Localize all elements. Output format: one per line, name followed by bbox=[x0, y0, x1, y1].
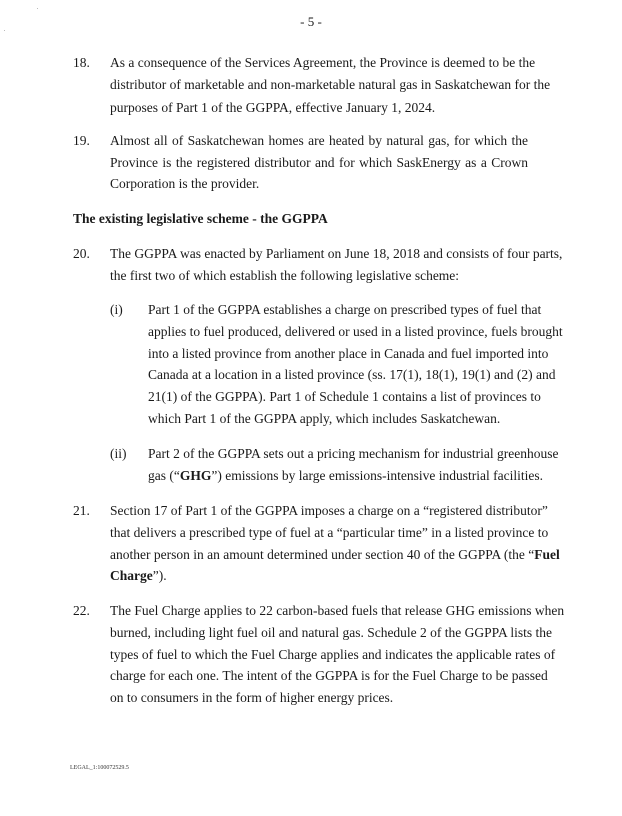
paragraph-line: types of fuel to which the Fuel Charge applies and indicates the applicable rates of bbox=[110, 647, 556, 662]
paragraph-line: purposes of Part 1 of the GGPPA, effective January 1, 2024. bbox=[110, 100, 436, 115]
subitem-line: Canada at a location in a listed province (ss. 17(1), 18(1), 19(1) and (2) and bbox=[148, 367, 556, 382]
paragraph-line: As a consequence of the Services Agreement, the Province is deemed to be the bbox=[110, 55, 536, 70]
text-run: another person in an amount determined under section 40 of the GGPPA (the “ bbox=[110, 547, 535, 562]
subitem-line bbox=[148, 468, 543, 484]
text-run: gas (“ bbox=[148, 468, 180, 483]
paragraph-number: 19. bbox=[73, 133, 90, 148]
page-number: - 5 - bbox=[300, 14, 322, 29]
paragraph-number: 18. bbox=[73, 55, 90, 70]
subitem-line: which Part 1 of the GGPPA apply, which includes Saskatchewan. bbox=[148, 411, 501, 426]
paragraph-line: The Fuel Charge applies to 22 carbon-based fuels that release GHG emissions when bbox=[110, 603, 565, 618]
paragraph-line: Corporation is the provider. bbox=[110, 176, 260, 191]
paragraph-line bbox=[110, 568, 528, 584]
paragraph-line: Section 17 of Part 1 of the GGPPA imposes a charge on a “registered distributor” bbox=[110, 503, 548, 518]
paragraph-number: 22. bbox=[73, 603, 90, 618]
text-run: ”) emissions by large emissions-intensive industrial facilities. bbox=[211, 468, 543, 483]
paragraph-line: Almost all of Saskatchewan homes are heated by natural gas, for which the bbox=[110, 133, 528, 148]
section-heading: The existing legislative scheme - the GGPPA bbox=[73, 211, 328, 226]
subitem-line: Part 2 of the GGPPA sets out a pricing mechanism for industrial greenhouse bbox=[148, 446, 559, 461]
subitem-line: 21(1) of the GGPPA). Part 1 of Schedule 1 contains a list of provinces to bbox=[148, 389, 541, 404]
subitem-number: (ii) bbox=[110, 446, 127, 461]
paragraph-line bbox=[110, 547, 560, 563]
subitem-line: Part 1 of the GGPPA establishes a charge on prescribed types of fuel that bbox=[148, 302, 542, 317]
paragraph-line: distributor of marketable and non-marketable natural gas in Saskatchewan for the bbox=[110, 77, 551, 92]
paragraph-line: burned, including light fuel oil and natural gas. Schedule 2 of the GGPPA lists the bbox=[110, 625, 552, 640]
paragraph-line: charge for each one. The intent of the GGPPA is for the Fuel Charge to be passed bbox=[110, 668, 548, 683]
paragraph-line: Province is the registered distributor and for which SaskEnergy as a Crown bbox=[110, 155, 528, 170]
defined-term-ghg: GHG bbox=[179, 468, 212, 483]
scan-speck bbox=[37, 8, 38, 9]
paragraph-number: 20. bbox=[73, 246, 90, 261]
text-run: ”). bbox=[152, 568, 167, 583]
subitem-number: (i) bbox=[110, 302, 123, 317]
subitem-line: applies to fuel produced, delivered or used in a listed province, fuels brought bbox=[148, 324, 563, 339]
subitem-line: into a listed province from another place in Canada and fuel imported into bbox=[148, 346, 549, 361]
scan-speck bbox=[4, 30, 5, 31]
defined-term-fuel: Fuel bbox=[534, 547, 560, 562]
document-footer-id: LEGAL_1:100072529.5 bbox=[70, 765, 129, 771]
defined-term-charge: Charge bbox=[110, 568, 153, 583]
paragraph-line: The GGPPA was enacted by Parliament on June 18, 2018 and consists of four parts, bbox=[110, 246, 563, 261]
paragraph-line: the first two of which establish the following legislative scheme: bbox=[110, 268, 460, 283]
paragraph-line: that delivers a prescribed type of fuel at a “particular time” in a listed province to bbox=[110, 525, 549, 540]
paragraph-line: on to consumers in the form of higher energy prices. bbox=[110, 690, 394, 705]
paragraph-number: 21. bbox=[73, 503, 90, 518]
